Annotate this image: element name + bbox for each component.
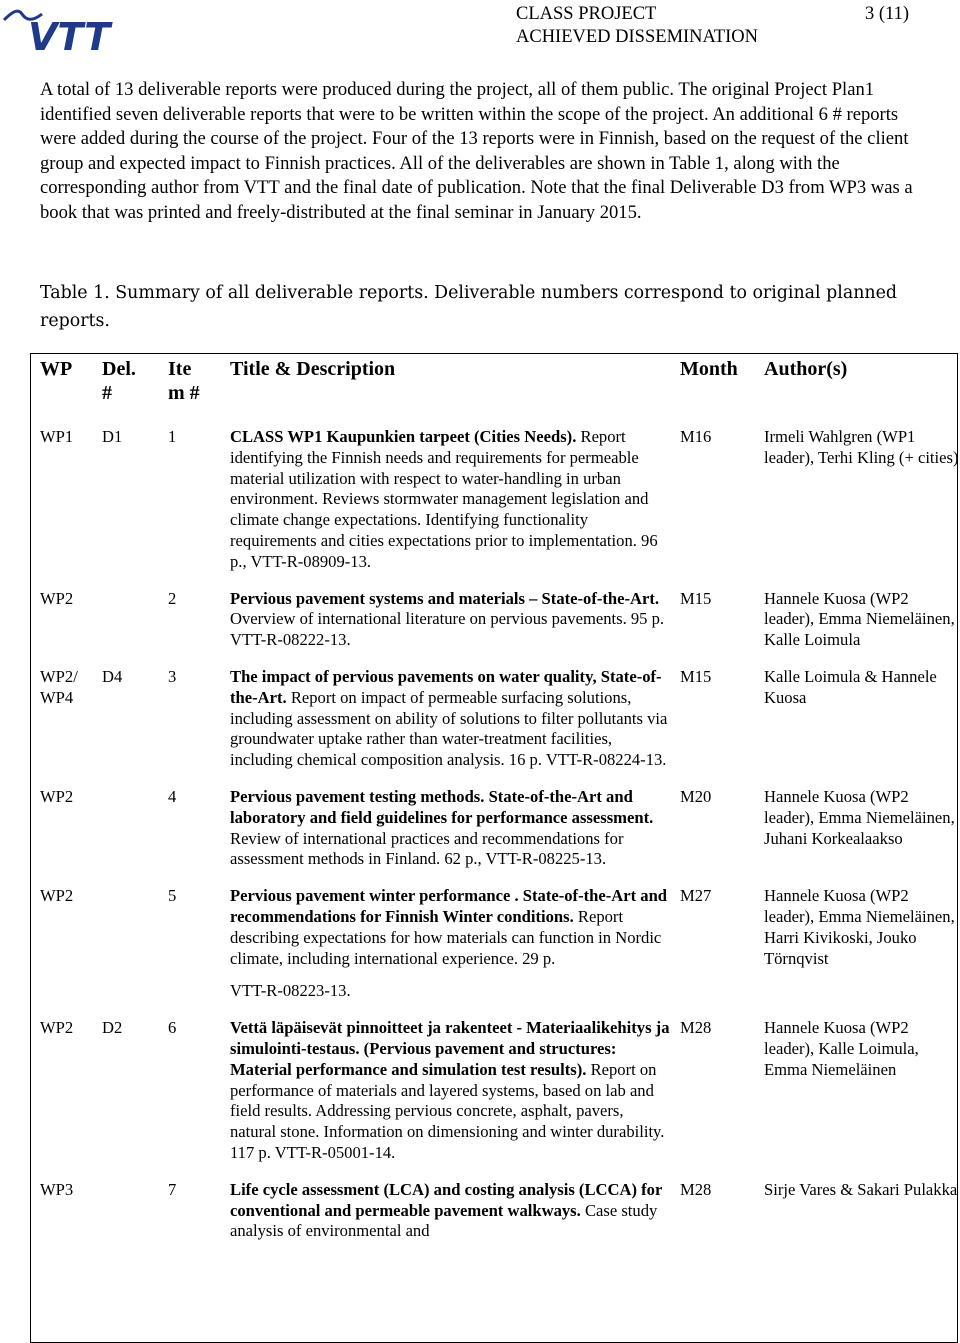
cell-month: M20 (680, 786, 712, 806)
cell-item: 2 (168, 588, 177, 608)
cell-authors: Sirje Vares & Sakari Pulakka (764, 1179, 958, 1199)
col-header-authors: Author(s) (764, 358, 848, 380)
header-title-line2: ACHIEVED DISSEMINATION (516, 27, 759, 47)
page-number: 3 (11) (865, 4, 910, 24)
col-header-del-line1: Del. (102, 358, 136, 380)
deliverable-description: Report describing expectations for how materials can function in Nordic climate, including international experience. 29 p. (230, 906, 662, 968)
description-main (230, 886, 670, 969)
cell-wp: WP2 (40, 588, 74, 608)
cell-authors: Irmeli Wahlgren (WP1 leader), Terhi Kling (+ cities) (764, 427, 959, 467)
col-header-item-line1: Ite (168, 358, 192, 380)
cell-title-description (220, 423, 670, 585)
deliverable-title: CLASS WP1 Kaupunkien tarpeet (Cities Needs). (230, 427, 577, 446)
cell-del: D1 (102, 427, 123, 446)
cell-authors: Hannele Kuosa (WP2 leader), Emma Niemeläinen, Juhani Korkealaakso (764, 786, 955, 848)
cell-title-description (220, 585, 670, 663)
cell-authors: Hannele Kuosa (WP2 leader), Kalle Loimula, Emma Niemeläinen (764, 1018, 919, 1079)
deliverable-title: Life cycle assessment (LCA) and costing analysis (LCCA) for conventional and permeable pavement walkways. (230, 1179, 663, 1220)
col-header-item-line2: m # (168, 382, 200, 404)
cell-wp: WP2 (40, 1018, 74, 1038)
deliverable-description: Report identifying the Finnish needs and requirements for permeable material utilization with respect to water-handling in urban environment. Reviews stormwater management legislation and climate change expectations. Identifying functionality requirements and cities expectations prior to implementation. 96 p., VTT-R-08909-13. (230, 427, 658, 571)
cell-authors: Kalle Loimula & Hannele Kuosa (764, 666, 937, 707)
cell-month: M16 (680, 427, 712, 446)
cell-item: 1 (168, 427, 177, 446)
cell-month: M27 (680, 886, 712, 906)
deliverable-description: Report on performance of materials and layered systems, based on lab and field results. Addressing pervious concrete, asphalt, pavers, natural stone. Information on dimensioning and winter durability. 117 p. VTT-R-05001-14. (230, 1059, 665, 1162)
cell-item: 4 (168, 786, 177, 806)
description-main (230, 787, 670, 870)
cell-authors: Hannele Kuosa (WP2 leader), Emma Niemeläinen, Kalle Loimula (764, 588, 955, 650)
cell-title-description (220, 783, 670, 882)
cell-wp: WP2 (40, 886, 74, 906)
deliverable-title: Pervious pavement winter performance . State-of-the-Art and recommendations for Finnish Winter conditions. (230, 886, 668, 926)
cell-wp: WP2 (40, 786, 74, 806)
description-main (230, 1180, 670, 1242)
header-title (516, 3, 758, 49)
cell-month: M15 (680, 588, 712, 608)
table-row (30, 585, 959, 663)
cell-item: 6 (168, 1018, 177, 1038)
col-header-del-line2: # (102, 382, 112, 404)
deliverable-description: Review of international practices and recommendations for assessment methods in Finland. 62 p., VTT-R-08225-13. (230, 828, 624, 869)
description-main (230, 1018, 670, 1164)
deliverable-title: Pervious pavement testing methods. State-of-the-Art and laboratory and field guidelines for performance assessment. (230, 786, 654, 827)
deliverables-table (30, 353, 959, 1242)
table-caption: Table 1. Summary of all deliverable reports. Deliverable numbers correspond to original planned reports. (40, 283, 898, 331)
deliverable-description: Case study analysis of environmental and (230, 1200, 658, 1241)
cell-del (92, 783, 158, 882)
table-row (30, 783, 959, 882)
cell-wp: WP2/ WP4 (40, 666, 78, 707)
table-header-row (30, 353, 959, 423)
cell-title-description (220, 882, 670, 1014)
cell-month: M28 (680, 1179, 712, 1199)
cell-wp: WP3 (40, 1179, 74, 1199)
cell-del (92, 882, 158, 1014)
cell-authors: Hannele Kuosa (WP2 leader), Emma Niemeläinen, Harri Kivikoski, Jouko Törnqvist (764, 886, 955, 968)
header-title-line1: CLASS PROJECT (516, 4, 657, 24)
cell-month: M28 (680, 1018, 712, 1038)
col-header-wp: WP (40, 358, 73, 380)
deliverable-title: The impact of pervious pavements on water quality, State-of-the-Art. (230, 666, 662, 707)
col-header-month: Month (680, 358, 738, 380)
col-header-title: Title & Description (230, 358, 396, 380)
cell-del (92, 1176, 158, 1242)
cell-item: 7 (168, 1179, 177, 1199)
deliverable-description: Overview of international literature on pervious pavements. 95 p. VTT-R-08222-13. (230, 609, 665, 650)
description-main (230, 589, 670, 651)
description-main (230, 667, 670, 771)
table-row (30, 1176, 959, 1242)
cell-item: 3 (168, 666, 177, 686)
col-header-item (158, 353, 220, 423)
vtt-logo (2, 0, 144, 56)
cell-title-description (220, 1176, 670, 1242)
cell-month: M15 (680, 666, 712, 686)
description-main (230, 427, 670, 573)
cell-del: D2 (102, 1018, 123, 1038)
cell-title-description (220, 663, 670, 783)
deliverable-extra: VTT-R-08223-13. (230, 981, 351, 1001)
deliverable-title: Pervious pavement systems and materials – State-of-the-Art. (230, 588, 660, 608)
deliverable-title: Vettä läpäisevät pinnoitteet ja rakenteet - Materiaalikehitys ja simulointi-testaus. (Pervious pavement and structures: Material performance and simulation test results). (230, 1018, 670, 1079)
table-row (30, 423, 959, 585)
cell-wp: WP1 (40, 427, 74, 446)
cell-del: D4 (102, 666, 123, 686)
table-row (30, 882, 959, 1014)
intro-paragraph: A total of 13 deliverable reports were produced during the project, all of them public. The original Project Plan1 identified seven deliverable reports that were to be written within the scope of the project. An additional 6 # reports were added during the course of the project. Four of the 13 reports were in Finnish, based on the request of the client group and expected impact to Finnish practices. All of the deliverables are shown in Table 1, along with the corresponding author from VTT and the final date of publication. Note that the final Deliverable D3 from WP3 was a book that was printed and freely-distributed at the final seminar in January 2015. (40, 79, 913, 223)
table-row (30, 1014, 959, 1176)
cell-item: 5 (168, 886, 177, 906)
col-header-del (92, 353, 158, 423)
cell-title-description (220, 1014, 670, 1176)
cell-del (92, 585, 158, 663)
table-row (30, 663, 959, 783)
logo-text: VTT (28, 15, 111, 56)
deliverable-description: Report on impact of permeable surfacing solutions, including assessment on ability of solutions to filter pollutants via groundwater uptake rather than water-treatment facilities, including chemical composition analysis. 16 p. VTT-R-08224-13. (230, 687, 668, 770)
